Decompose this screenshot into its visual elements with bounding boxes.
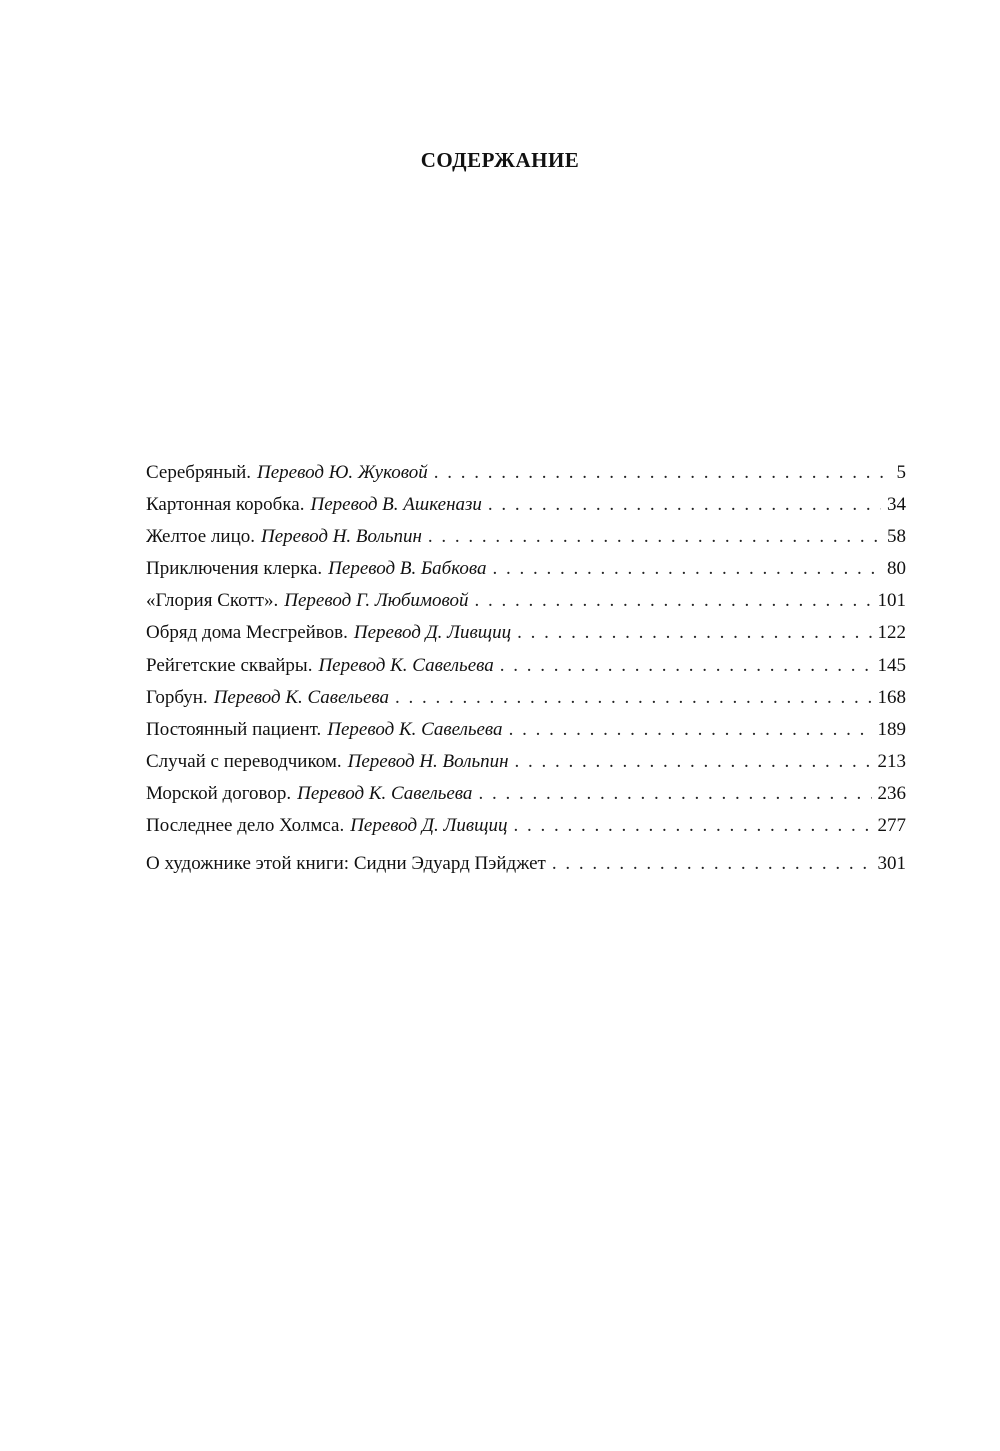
toc-entry[interactable] bbox=[146, 655, 906, 687]
toc-entry[interactable] bbox=[146, 494, 906, 526]
dot-leader bbox=[475, 590, 872, 612]
toc-entry[interactable] bbox=[146, 526, 906, 558]
entry-title: Желтое лицо. bbox=[146, 526, 256, 548]
dot-leader bbox=[428, 526, 881, 548]
dot-leader bbox=[515, 751, 872, 773]
entry-translator: Перевод Г. Любимовой bbox=[284, 590, 469, 612]
entry-translator: Перевод В. Бабкова bbox=[328, 558, 487, 580]
entry-title: Картонная коробка. bbox=[146, 494, 305, 516]
dot-leader bbox=[488, 494, 881, 516]
entry-translator: Перевод К. Савельева bbox=[297, 782, 473, 804]
entry-page-number: 189 bbox=[877, 718, 906, 740]
entry-title: О художнике этой книги: Сидни Эдуард Пэйджет bbox=[146, 853, 546, 875]
entry-title: Последнее дело Холмса. bbox=[146, 815, 345, 837]
entry-page-number: 80 bbox=[887, 558, 906, 580]
entry-title: Морской договор. bbox=[146, 782, 292, 804]
toc-entry[interactable] bbox=[146, 783, 906, 815]
entry-title: Обряд дома Месгрейвов. bbox=[146, 622, 348, 644]
entry-page-number: 34 bbox=[887, 494, 906, 516]
entry-page-number: 213 bbox=[877, 750, 906, 772]
toc-entry[interactable] bbox=[146, 719, 906, 751]
entry-translator: Перевод Н. Вольпин bbox=[347, 750, 509, 772]
dot-leader bbox=[478, 783, 871, 805]
dot-leader bbox=[395, 687, 872, 709]
entry-title: Серебряный. bbox=[146, 462, 252, 483]
entry-page-number: 301 bbox=[877, 853, 906, 875]
entry-page-number: 122 bbox=[877, 622, 906, 644]
dot-leader bbox=[513, 815, 871, 837]
entry-title: Приключения клерка. bbox=[146, 558, 323, 580]
toc-entry[interactable] bbox=[146, 687, 906, 719]
entry-translator: Перевод Н. Вольпин bbox=[261, 526, 422, 548]
entry-page-number: 58 bbox=[887, 526, 906, 548]
entry-translator: Перевод К. Савельева bbox=[213, 686, 389, 708]
entry-page-number: 168 bbox=[877, 686, 906, 708]
toc-entry[interactable] bbox=[146, 622, 906, 654]
dot-leader bbox=[500, 655, 872, 677]
toc-entry[interactable] bbox=[146, 751, 906, 783]
toc-entry[interactable] bbox=[146, 590, 906, 622]
entry-page-number: 5 bbox=[896, 462, 906, 483]
entry-page-number: 145 bbox=[877, 654, 906, 676]
entry-page-number: 101 bbox=[877, 590, 906, 612]
entry-translator: Перевод К. Савельева bbox=[318, 654, 494, 676]
dot-leader bbox=[493, 558, 881, 580]
toc-entry-illustrator[interactable] bbox=[146, 853, 906, 885]
entry-translator: Перевод Д. Ливщиц bbox=[350, 815, 508, 837]
page-title: СОДЕРЖАНИЕ bbox=[420, 148, 580, 172]
entry-title: «Глория Скотт». bbox=[146, 590, 279, 612]
entry-page-number: 277 bbox=[877, 815, 906, 837]
entry-title: Горбун. bbox=[146, 686, 208, 708]
dot-leader bbox=[509, 719, 872, 741]
entry-translator: Перевод Ю. Жуковой bbox=[257, 462, 428, 483]
dot-leader bbox=[517, 622, 871, 644]
entry-title: Случай с переводчиком. bbox=[146, 750, 342, 772]
entry-page-number: 236 bbox=[877, 782, 906, 804]
dot-leader bbox=[552, 853, 872, 875]
entry-title: Рейгетские сквайры. bbox=[146, 654, 313, 676]
toc-entry[interactable] bbox=[146, 462, 906, 494]
toc-entry[interactable] bbox=[146, 815, 906, 847]
toc-entry[interactable] bbox=[146, 558, 906, 590]
entry-title: Постоянный пациент. bbox=[146, 718, 322, 740]
dot-leader bbox=[434, 462, 891, 484]
table-of-contents bbox=[146, 462, 906, 885]
entry-translator: Перевод В. Ашкенази bbox=[310, 494, 482, 516]
entry-translator: Перевод К. Савельева bbox=[327, 718, 503, 740]
entry-translator: Перевод Д. Ливщиц bbox=[353, 622, 512, 644]
